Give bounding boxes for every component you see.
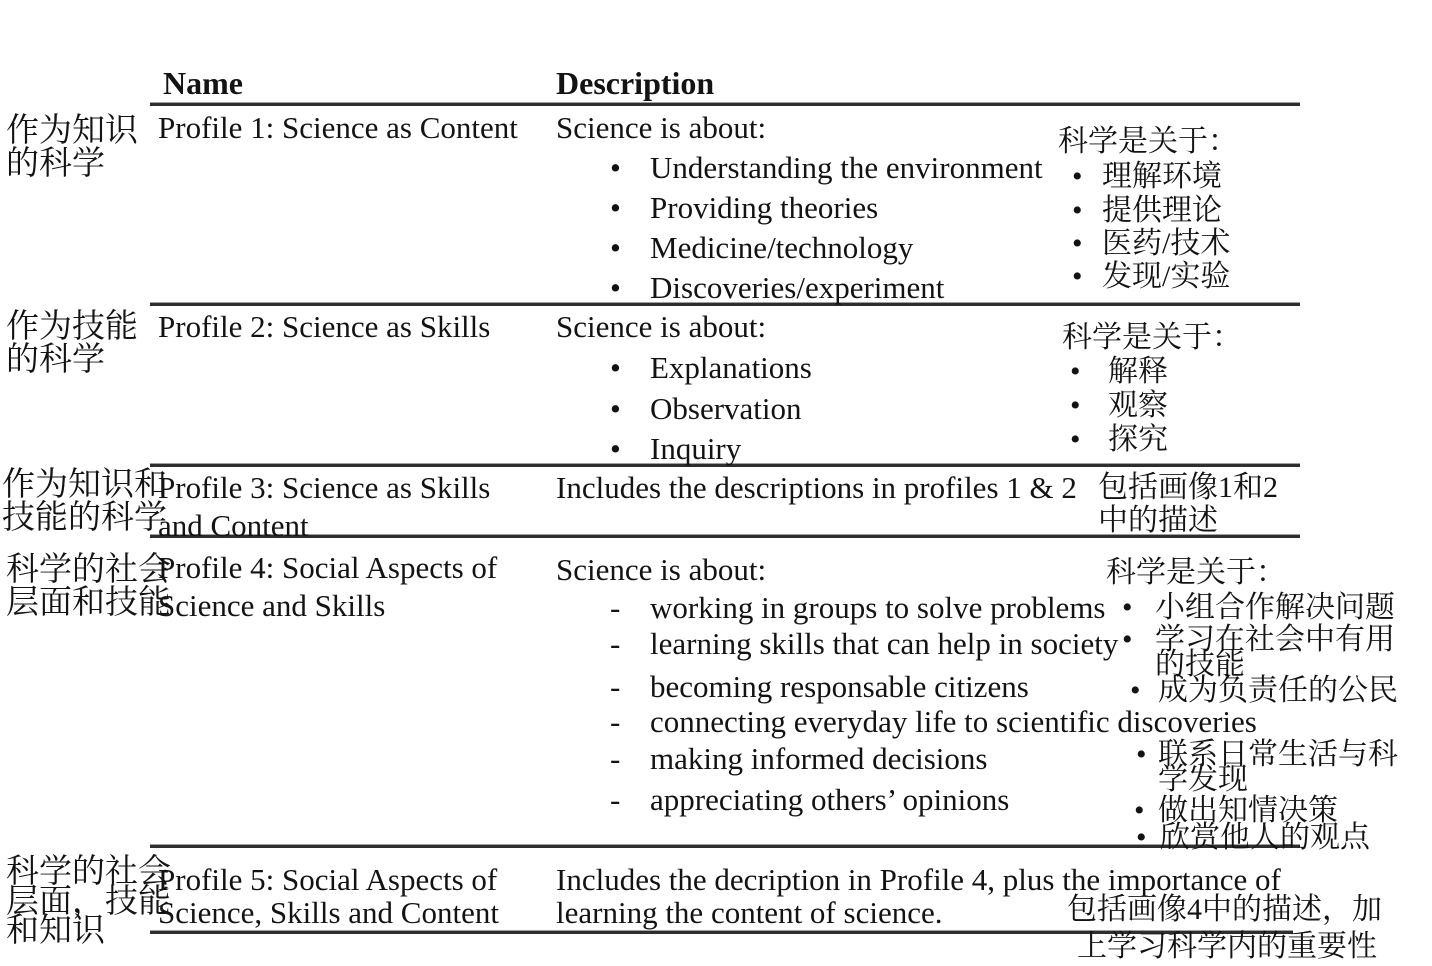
row1-desc-item-text: Understanding the environment (650, 150, 1043, 185)
row3-desc-zh-line1: 包括画像1和2 (1098, 471, 1278, 504)
bullet-icon (1070, 355, 1108, 389)
row4-desc-item (610, 705, 1257, 740)
row1-desc-item (610, 271, 944, 306)
row2-desc-item (610, 392, 802, 427)
row2-label-zh-line1: 作为技能 (6, 309, 138, 345)
bullet-icon (610, 191, 650, 226)
row4-profile-name-line2: Science and Skills (158, 588, 386, 623)
row5-desc-line2: learning the content of science. (556, 895, 943, 930)
dash-icon (610, 705, 650, 740)
bullet-icon (1122, 623, 1155, 657)
row4-desc-item-zh (1122, 591, 1395, 625)
row4-desc-intro-zh: 科学是关于： (1106, 556, 1286, 589)
row3-desc: Includes the descriptions in profiles 1 & 2 (556, 470, 1077, 505)
row4-desc-item (610, 670, 1029, 705)
row4-desc-item-zh (1130, 674, 1398, 708)
row2-profile-name: Profile 2: Science as Skills (158, 309, 491, 344)
row1-desc-intro-zh: 科学是关于： (1058, 125, 1238, 158)
bullet-icon (1122, 591, 1155, 625)
column-header-name: Name (163, 65, 243, 101)
row1-desc-item-zh-text: 理解环境 (1102, 160, 1222, 193)
row1-desc-item-zh-text: 医药/技术 (1102, 227, 1231, 260)
row4-desc-item-zh (1136, 821, 1370, 855)
row4-desc-item-zh-text: 联系日常生活与科 (1158, 738, 1398, 771)
dash-icon (610, 591, 650, 626)
row4-desc-item-text: connecting everyday life to scientific discoveries (650, 704, 1257, 739)
row1-desc-item (610, 191, 878, 226)
row1-desc-item-zh (1072, 227, 1230, 261)
row5-profile-name-line2: Science, Skills and Content (158, 895, 499, 930)
row2-desc-item-zh (1070, 355, 1168, 389)
row1-desc-intro: Science is about: (556, 110, 767, 145)
bullet-icon (1072, 160, 1102, 194)
row3-profile-name-line1: Profile 3: Science as Skills (158, 470, 491, 505)
row4-desc-item-zh-text: 欣赏他人的观点 (1160, 821, 1370, 854)
row4-desc-item (610, 783, 1009, 818)
row2-desc-item (610, 432, 741, 467)
row1-desc-item-zh-text: 提供理论 (1102, 194, 1222, 227)
row5-label-zh-line3: 和知识 (6, 913, 105, 949)
row2-desc-item-zh-text: 观察 (1108, 389, 1168, 422)
bullet-icon (1072, 260, 1102, 294)
row1-desc-item (610, 231, 913, 266)
row4-desc-item (610, 742, 988, 777)
row4-desc-item (610, 591, 1106, 626)
row4-desc-item-text: becoming responsable citizens (650, 669, 1029, 704)
row5-desc-zh-line2: 上学习科学内的重要性 (1077, 930, 1377, 963)
column-header-description: Description (556, 65, 715, 101)
row2-desc-item-text: Inquiry (650, 431, 742, 466)
dash-icon (610, 627, 650, 662)
row1-desc-item-text: Discoveries/experiment (650, 270, 945, 305)
row1-desc-item-zh (1072, 160, 1222, 194)
row4-desc-item-text: learning skills that can help in society (650, 626, 1119, 661)
row3-profile-name-line2: and Content (158, 508, 309, 543)
bullet-icon (610, 151, 650, 186)
dash-icon (610, 783, 650, 818)
bullet-icon (1070, 423, 1108, 457)
row4-desc-intro: Science is about: (556, 552, 767, 587)
row2-desc-item-zh-text: 探究 (1108, 423, 1168, 456)
row4-desc-item-zh-text: 小组合作解决问题 (1155, 591, 1395, 624)
row1-profile-name: Profile 1: Science as Content (158, 110, 518, 145)
row2-desc-item-text: Explanations (650, 350, 812, 385)
row4-desc-item-text: working in groups to solve problems (650, 590, 1106, 625)
row4-label-zh-line1: 科学的社会 (6, 552, 171, 588)
row4-label-zh-line2: 层面和技能 (6, 585, 171, 621)
bullet-icon (1136, 821, 1160, 855)
row5-label-zh-line2: 层面，技能 (6, 884, 171, 920)
bullet-icon (610, 392, 650, 427)
row1-desc-item-zh (1072, 194, 1222, 228)
row5-desc-zh-line1: 包括画像4中的描述，加 (1067, 893, 1382, 926)
row3-label-zh-line1: 作为知识和 (2, 467, 167, 503)
row2-desc-item-text: Observation (650, 391, 802, 426)
row1-desc-item-text: Medicine/technology (650, 230, 914, 265)
row1-label-zh-line2: 的科学 (6, 146, 105, 182)
row1-label-zh-line1: 作为知识 (6, 113, 138, 149)
row4-desc-item-zh-text: 学习在社会中有用 (1155, 623, 1395, 656)
bullet-icon (610, 351, 650, 386)
row4-desc-item-text: making informed decisions (650, 741, 988, 776)
row4-desc-item-text: appreciating others’ opinions (650, 782, 1010, 817)
table-rule-row4 (150, 845, 1300, 848)
row5-label-zh-line1: 科学的社会 (6, 854, 171, 890)
row5-desc-line1: Includes the decription in Profile 4, plus the importance of (556, 862, 1281, 897)
row2-label-zh-line2: 的科学 (6, 342, 105, 378)
row5-profile-name-line1: Profile 5: Social Aspects of (158, 862, 498, 897)
row3-label-zh-line2: 技能的科学 (2, 500, 167, 536)
bullet-icon (610, 231, 650, 266)
row4-desc-item-zh-text: 做出知情决策 (1158, 794, 1338, 827)
row2-desc-intro-zh: 科学是关于： (1062, 321, 1242, 354)
row1-desc-item (610, 151, 1043, 186)
row1-desc-item-text: Providing theories (650, 190, 879, 225)
bullet-icon (610, 271, 650, 306)
row4-desc-item-zh-text: 成为负责任的公民 (1158, 674, 1398, 707)
bullet-icon (1072, 194, 1102, 228)
row4-desc-item-zh-continuation: 学发现 (1158, 763, 1248, 796)
bullet-icon (1130, 674, 1158, 708)
row4-desc-item (610, 627, 1118, 662)
row2-desc-item-zh (1070, 389, 1168, 423)
dash-icon (610, 670, 650, 705)
row4-profile-name-line1: Profile 4: Social Aspects of (158, 550, 498, 585)
row4-desc-item-zh-continuation: 的技能 (1155, 648, 1245, 681)
row2-desc-item (610, 351, 812, 386)
row1-desc-item-zh (1072, 260, 1230, 294)
dash-icon (610, 742, 650, 777)
table-rule-header (150, 103, 1300, 106)
row2-desc-intro: Science is about: (556, 309, 767, 344)
row3-desc-zh-line2: 中的描述 (1098, 504, 1218, 537)
row1-desc-item-zh-text: 发现/实验 (1102, 260, 1231, 293)
bullet-icon (1072, 227, 1102, 261)
row2-desc-item-zh-text: 解释 (1108, 355, 1168, 388)
bullet-icon (1070, 389, 1108, 423)
row2-desc-item-zh (1070, 423, 1168, 457)
bullet-icon (1136, 738, 1158, 772)
bullet-icon (610, 432, 650, 467)
